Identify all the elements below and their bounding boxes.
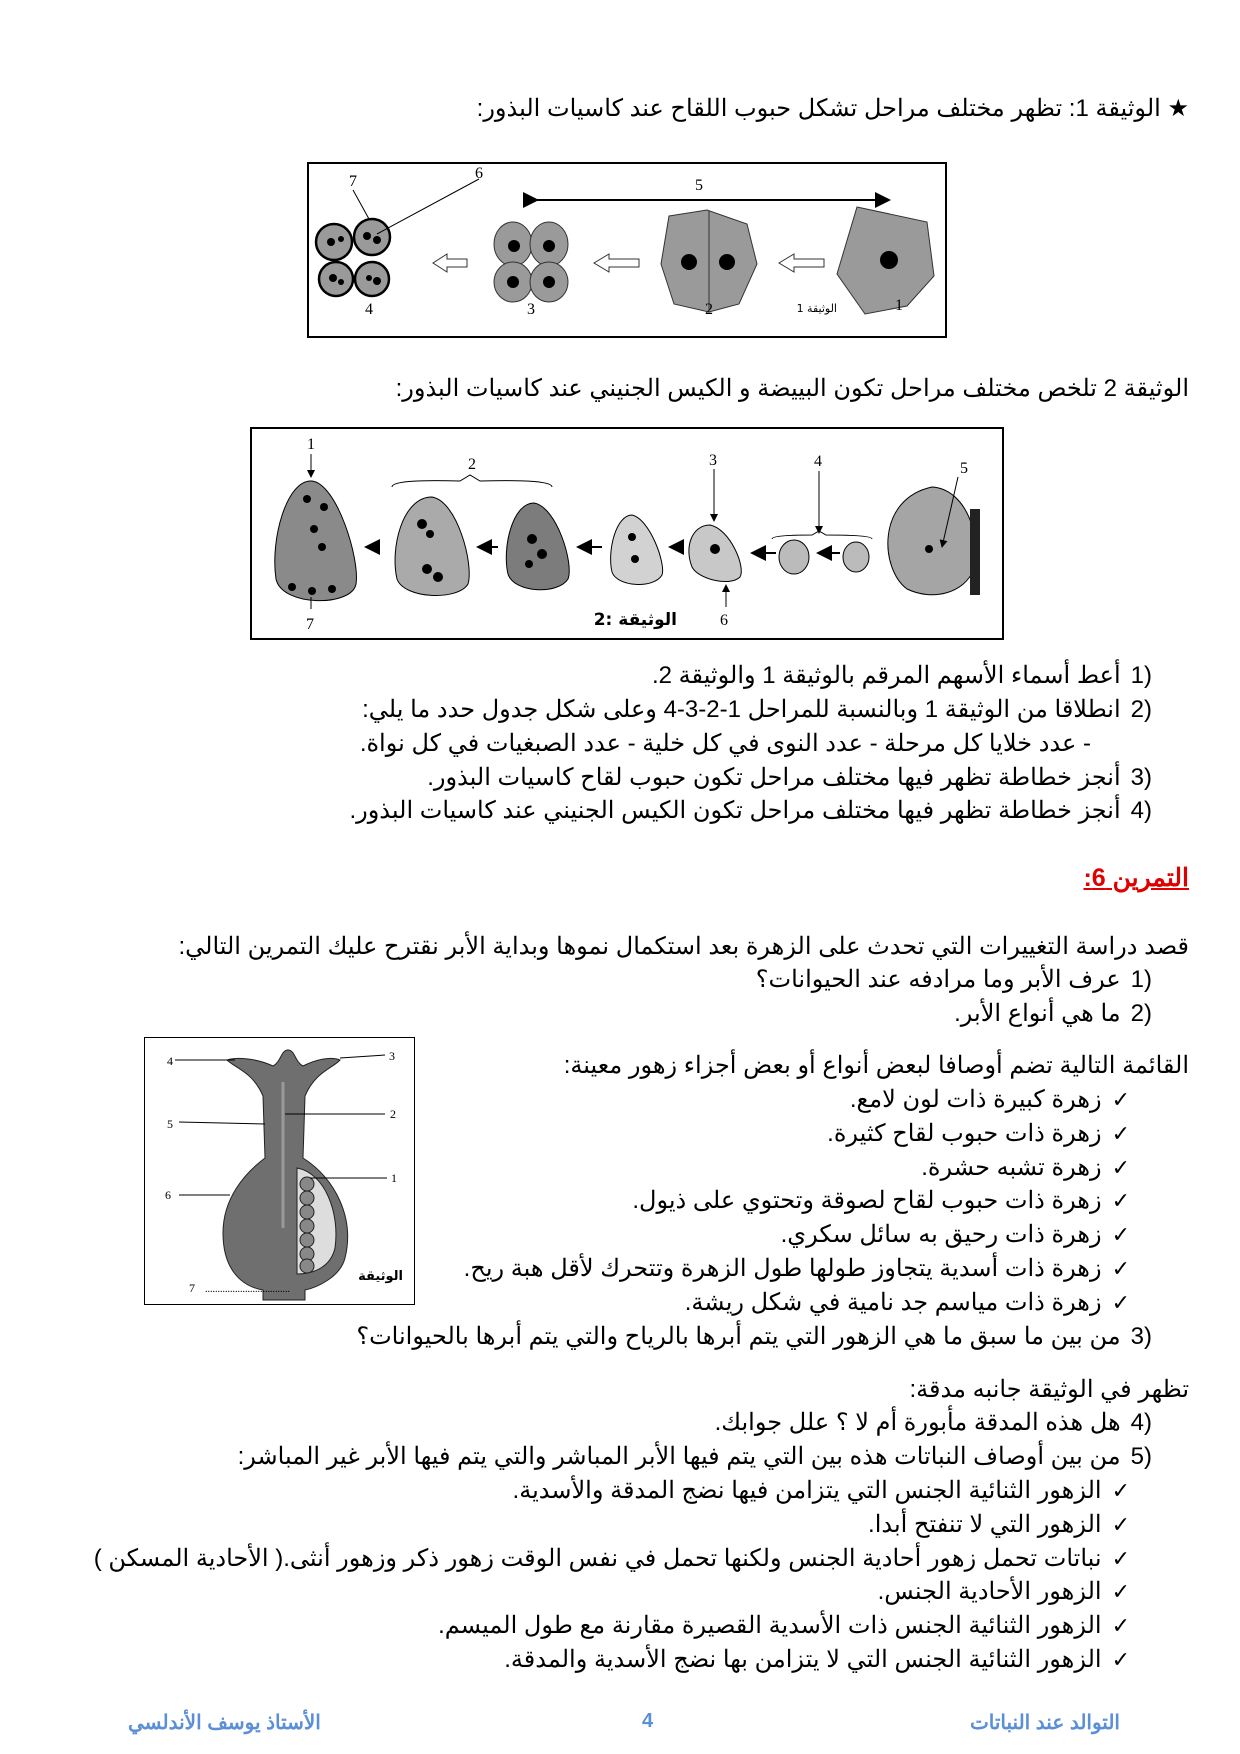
- footer-page-number: 4: [642, 1710, 654, 1732]
- question-4: [349, 796, 1152, 826]
- checklist-item-text: الزهور الأحادية الجنس.: [877, 1578, 1102, 1606]
- question-number: 2): [1130, 696, 1152, 723]
- label-4: 4: [365, 301, 373, 318]
- question-3: [427, 763, 1152, 793]
- checklist-item-text: الزهور الثنائية الجنس التي لا يتزامن بها نضج الأسدية والمدقة.: [504, 1646, 1102, 1673]
- checklist-item-text: زهرة كبيرة ذات لون لامع.: [849, 1086, 1102, 1113]
- checklist-item: [464, 1254, 1130, 1284]
- doc1-title-text: ★ الوثيقة 1: تظهر مختلف مراحل تشكل حبوب اللقاح عند كاسيات البذور:: [476, 95, 1189, 122]
- checklist-item-text: زهرة ذات رحيق به سائل سكري.: [780, 1221, 1102, 1249]
- check-icon: ✓: [1111, 1154, 1130, 1180]
- embryo-sac-stage-a: [611, 515, 663, 584]
- question-text: هل هذه المدقة مأبورة أم لا ؟ علل جوابك.: [714, 1409, 1121, 1436]
- doc1-title: [477, 94, 1189, 124]
- label-3: 3: [389, 1049, 395, 1063]
- doc-intro-text: تظهر في الوثيقة جانبه مدقة:: [909, 1376, 1189, 1403]
- doc1-figure: [307, 162, 947, 338]
- list-heading-text: القائمة التالية تضم أوصافا لبعض أنواع أو بعض أجزاء زهور معينة:: [563, 1052, 1189, 1079]
- check-icon: ✓: [1111, 1613, 1130, 1639]
- stage-arrows: [433, 254, 824, 272]
- pistil-figure: [144, 1037, 415, 1305]
- figure-caption: الوثيقة: [358, 1269, 403, 1284]
- question-text: أعط أسماء الأسهم المرقم بالوثيقة 1 والوثيقة 2.: [651, 662, 1121, 689]
- check-icon: ✓: [1111, 1289, 1130, 1315]
- question-2-details: [360, 729, 1091, 759]
- checklist-item: [868, 1510, 1130, 1540]
- checklist-item: [632, 1186, 1130, 1216]
- check-icon: ✓: [1111, 1256, 1130, 1281]
- doc2-title: [396, 374, 1189, 404]
- exercise-title-text: التمرين 6:: [1083, 864, 1189, 892]
- doc2-figure: [250, 427, 1004, 640]
- question-number: 3): [1130, 1323, 1152, 1350]
- checklist-item: [504, 1645, 1130, 1675]
- ovule-formation-diagram: [252, 429, 1002, 638]
- label-4: 4: [814, 453, 822, 470]
- embryo-sac-stage-b: [506, 503, 569, 590]
- question-text: انطلاقا من الوثيقة 1 وبالنسبة للمراحل 1-2-3-4 وعلى شكل جدول حدد ما يلي:: [362, 696, 1121, 723]
- question-number: 1): [1130, 662, 1152, 689]
- checklist-item: [781, 1220, 1130, 1250]
- label-6: 6: [475, 165, 483, 182]
- check-icon: ✓: [1111, 1579, 1130, 1605]
- label-3: 3: [709, 452, 717, 469]
- check-icon: ✓: [1111, 1478, 1130, 1503]
- question-number: 3): [1130, 764, 1152, 791]
- checklist-item: [513, 1476, 1130, 1506]
- pollen-formation-diagram: [309, 164, 945, 336]
- megaspore-mother-cell-a: [779, 540, 809, 574]
- checklist-item: [94, 1544, 1130, 1574]
- check-icon: ✓: [1111, 1545, 1130, 1571]
- pointer-6: [377, 179, 479, 234]
- question-number: 5): [1130, 1443, 1152, 1470]
- label-2: 2: [705, 301, 713, 318]
- doc2-caption: الوثيقة :2: [593, 610, 677, 630]
- question-number: 1): [1130, 966, 1152, 993]
- label-6: 6: [165, 1188, 171, 1202]
- question-text: - عدد خلايا كل مرحلة - عدد النوى في كل خلية - عدد الصبغيات في كل نواة.: [359, 730, 1091, 757]
- check-icon: ✓: [1111, 1222, 1130, 1248]
- checklist-item-text: زهرة ذات مياسم جد نامية في شكل ريشة.: [684, 1288, 1102, 1316]
- exercise-intro: [178, 932, 1189, 962]
- answer-blank: ..................................: [205, 1284, 290, 1295]
- label-5: 5: [695, 177, 703, 194]
- question-number: 4): [1130, 797, 1152, 824]
- question-text: ما هي أنواع الأبر.: [954, 1000, 1121, 1027]
- label-2: 2: [468, 456, 476, 473]
- label-5: 5: [960, 460, 968, 477]
- checklist-item-text: زهرة تشبه حشرة.: [921, 1153, 1102, 1181]
- checklist-item-text: الزهور الثنائية الجنس التي يتزامن فيها نضج المدقة والأسدية.: [512, 1477, 1102, 1504]
- question-1: [652, 661, 1152, 691]
- check-icon: ✓: [1111, 1120, 1130, 1146]
- checklist-item: [878, 1577, 1130, 1607]
- checklist-item-text: زهرة ذات حبوب لقاح لصوقة وتحتوي على ذيول.: [632, 1187, 1102, 1215]
- checklist-item-text: الزهور الثنائية الجنس ذات الأسدية القصيرة مقارنة مع طول الميسم.: [438, 1612, 1102, 1640]
- question-text: عرف الأبر وما مرادفه عند الحيوانات؟: [755, 966, 1121, 993]
- megaspore-mother-cell-b: [843, 542, 869, 572]
- question-2: [362, 695, 1152, 725]
- label-1: 1: [895, 297, 903, 314]
- label-7: 7: [349, 173, 357, 190]
- pistil-diagram: [145, 1038, 414, 1304]
- question-text: أنجز خطاطة تظهر فيها مختلف مراحل تكون حبوب لقاح كاسيات البذور.: [427, 764, 1121, 791]
- label-1: 1: [307, 436, 315, 453]
- pointer-7: [353, 190, 369, 219]
- doc2-title-text: الوثيقة 2 تلخص مختلف مراحل تكون البييضة و الكيس الجنيني عند كاسيات البذور:: [395, 375, 1189, 402]
- exercise-q5: [238, 1442, 1152, 1472]
- checklist-item-text: زهرة ذات حبوب لقاح كثيرة.: [827, 1119, 1102, 1147]
- label-3: 3: [527, 301, 535, 318]
- embryo-sac-mature: [275, 481, 357, 601]
- checklist-item: [438, 1611, 1130, 1641]
- checklist-item: [850, 1085, 1130, 1115]
- checklist-item: [685, 1288, 1130, 1318]
- exercise-q4: [715, 1408, 1152, 1438]
- question-text: من بين أوصاف النباتات هذه بين التي يتم فيها الأبر المباشر والتي يتم فيها الأبر غير المباشر:: [237, 1443, 1121, 1470]
- check-icon: ✓: [1111, 1647, 1130, 1672]
- check-icon: ✓: [1111, 1188, 1130, 1214]
- question-number: 4): [1130, 1409, 1152, 1436]
- footer-subject: التوالد عند النباتات: [969, 1712, 1120, 1734]
- check-icon: ✓: [1111, 1087, 1130, 1112]
- stage3-tetrad: [494, 222, 568, 302]
- question-text: أنجز خطاطة تظهر فيها مختلف مراحل تكون الكيس الجنيني عند كاسيات البذور.: [349, 797, 1121, 824]
- label-5: 5: [167, 1117, 173, 1131]
- ovule: [888, 487, 976, 595]
- question-number: 2): [1130, 1000, 1152, 1027]
- exercise-6-title: [1083, 863, 1189, 893]
- exercise-q2: [954, 999, 1152, 1029]
- exercise-q3: [356, 1322, 1152, 1352]
- label-6: 6: [720, 612, 728, 629]
- checklist-item: [827, 1119, 1130, 1149]
- embryo-sac-stage-c: [395, 497, 469, 595]
- doc1-caption: الوثيقة 1: [796, 302, 837, 315]
- intro-text: قصد دراسة التغييرات التي تحدث على الزهرة بعد استكمال نموها وبداية الأبر نقترح عليك التمرين التالي:: [178, 933, 1189, 960]
- pistil-shape: [223, 1050, 348, 1300]
- label-7: 7: [189, 1281, 195, 1295]
- checklist-item-text: الزهور التي لا تنفتح أبدا.: [868, 1510, 1102, 1538]
- label-7: 7: [306, 616, 314, 633]
- checklist-item-text: زهرة ذات أسدية يتجاوز طولها طول الزهرة وتتحرك لأقل هبة ريح.: [463, 1255, 1102, 1282]
- checklist-item: [921, 1153, 1130, 1183]
- exercise-q1: [756, 965, 1152, 995]
- label-2: 2: [390, 1107, 396, 1121]
- footer-author: الأستاذ يوسف الأندلسي: [128, 1712, 321, 1734]
- check-icon: ✓: [1111, 1511, 1130, 1537]
- list-heading: [564, 1051, 1189, 1081]
- doc-intro: [909, 1375, 1189, 1405]
- label-4: 4: [167, 1054, 173, 1068]
- question-text: من بين ما سبق ما هي الزهور التي يتم أبرها بالرياح والتي يتم أبرها بالحيوانات؟: [356, 1323, 1121, 1350]
- label-1: 1: [391, 1171, 397, 1185]
- checklist-item-text: نباتات تحمل زهور أحادية الجنس ولكنها تحمل في نفس الوقت زهور ذكر وزهور أنثى.( الأحادية المسكن ): [93, 1544, 1102, 1572]
